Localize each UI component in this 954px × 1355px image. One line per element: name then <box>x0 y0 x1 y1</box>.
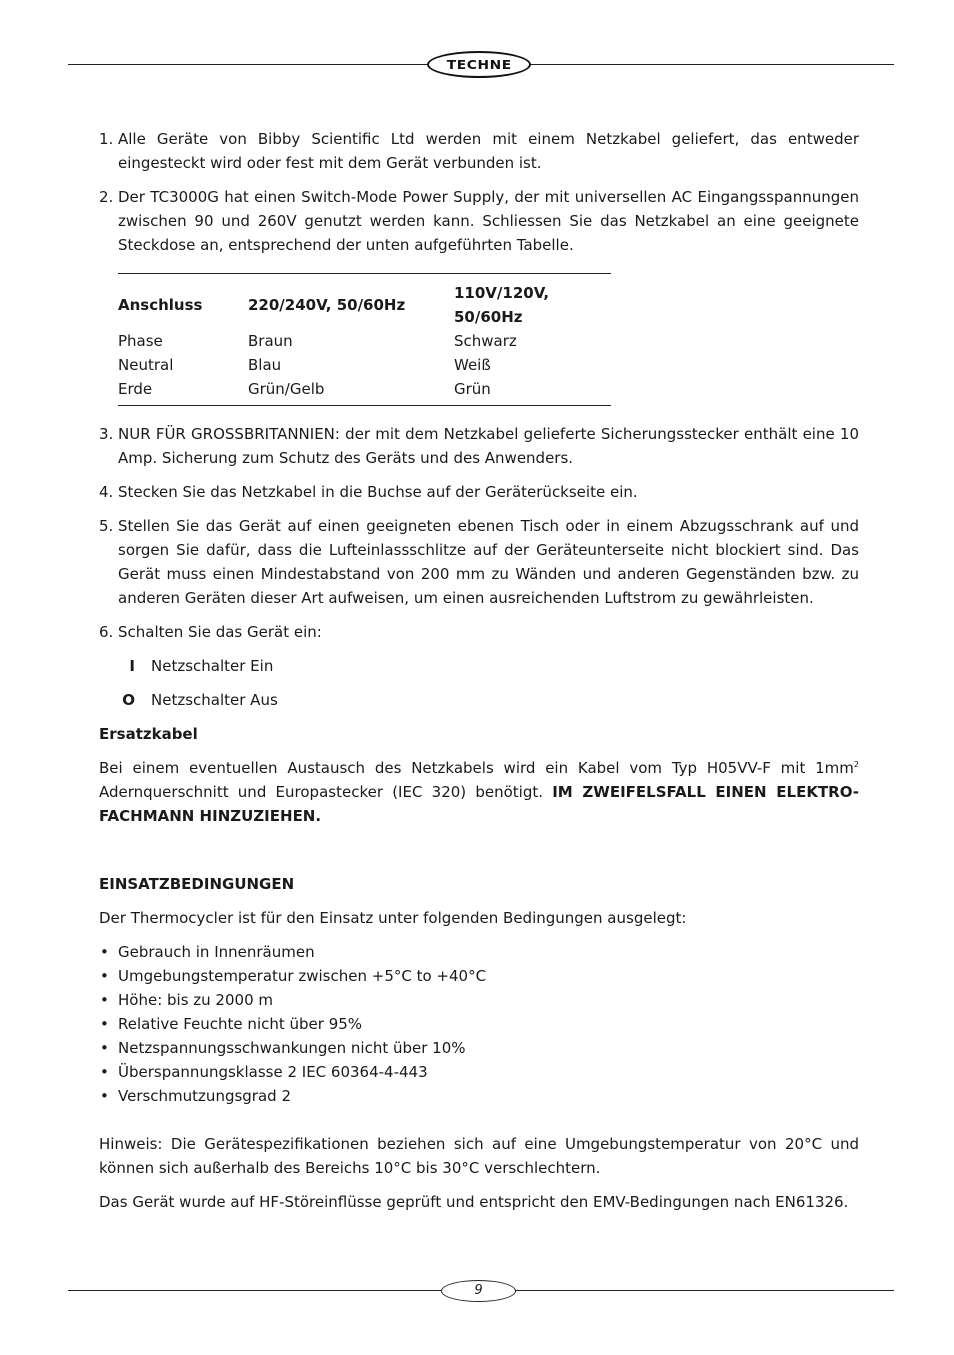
techne-logo <box>427 51 531 78</box>
table-header-cell: 110V/120V, 50/60Hz <box>454 284 550 326</box>
page-number: 9 <box>441 1280 516 1302</box>
replacement-text-before: Bei einem eventuellen Austausch des Netzkabels wird ein Kabel vom Typ H05VV-F mit 1mm <box>99 759 854 777</box>
table-cell: Blau <box>248 356 282 374</box>
table-cell: Grün/Gelb <box>248 380 325 398</box>
list-item <box>99 422 859 470</box>
table-header-row <box>118 274 611 330</box>
replacement-paragraph <box>99 756 859 828</box>
conditions-heading: EINSATZBEDINGUNGEN <box>99 875 295 893</box>
switch-on-row <box>99 654 859 678</box>
item-text: Überspannungsklasse 2 IEC 60364-4-443 <box>118 1063 428 1081</box>
item-text: Alle Geräte von Bibby Scientific Ltd werden mit einem Netzkabel geliefert, das entweder eingesteckt wird oder fest mit dem Gerät verbunden ist. <box>118 130 859 172</box>
item-text: Schalten Sie das Gerät ein: <box>118 623 322 641</box>
list-item <box>99 185 859 257</box>
list-item <box>99 620 859 644</box>
table-cell: Braun <box>248 332 293 350</box>
item-text: Der TC3000G hat einen Switch-Mode Power Supply, der mit universellen AC Eingangsspannungen zwischen 90 und 260V genutzt werden kann. Schliessen Sie das Netzkabel an eine geeignete Steckdose an, entsprechend der unten aufgeführten Tabelle. <box>118 188 859 254</box>
table-cell: Erde <box>118 380 153 398</box>
item-text: Gebrauch in Innenräumen <box>118 943 315 961</box>
conditions-intro: Der Thermocycler ist für den Einsatz unter folgenden Bedingungen ausgelegt: <box>99 909 687 927</box>
bullet: • <box>100 991 109 1009</box>
item-text: Netzspannungsschwankungen nicht über 10% <box>118 1039 466 1057</box>
item-text: Umgebungstemperatur zwischen +5°C to +40°C <box>118 967 487 985</box>
item-text: Relative Feuchte nicht über 95% <box>118 1015 363 1033</box>
bullet: • <box>100 1063 109 1081</box>
list-item <box>99 988 859 1012</box>
item-number: 1. <box>99 130 114 148</box>
replacement-heading: Ersatzkabel <box>99 725 198 743</box>
table-cell: Phase <box>118 332 163 350</box>
list-item <box>99 964 859 988</box>
list-item <box>99 1060 859 1084</box>
replacement-text-after: Adernquerschnitt und Europastecker (IEC 320) benötigt. <box>99 783 553 801</box>
item-number: 5. <box>99 517 114 535</box>
item-number: 6. <box>99 623 114 641</box>
note-paragraph: Hinweis: Die Gerätespezifikationen beziehen sich auf eine Umgebungstemperatur von 20°C und können sich außerhalb des Bereichs 10°C bis 30°C verschlechtern. <box>99 1135 859 1177</box>
table-cell: Grün <box>454 380 491 398</box>
table-cell: Weiß <box>454 356 491 374</box>
item-text: Höhe: bis zu 2000 m <box>118 991 273 1009</box>
bullet: • <box>100 1039 109 1057</box>
item-text: NUR FÜR GROSSBRITANNIEN: der mit dem Netzkabel gelieferte Sicherungsstecker enthält eine 10 Amp. Sicherung zum Schutz des Geräts und des Anwenders. <box>118 425 859 467</box>
superscript: 2 <box>853 760 859 769</box>
list-item <box>99 127 859 175</box>
list-item <box>99 940 859 964</box>
item-number: 2. <box>99 188 114 206</box>
table-cell: Schwarz <box>454 332 517 350</box>
bullet: • <box>100 943 109 961</box>
logo-text: TECHNE <box>446 57 512 72</box>
switch-off-row <box>99 688 859 712</box>
table-row <box>118 353 611 377</box>
page-content <box>99 127 859 1224</box>
table-row <box>118 329 611 353</box>
item-text: Stecken Sie das Netzkabel in die Buchse auf der Geräterückseite ein. <box>118 483 638 501</box>
bullet: • <box>100 1015 109 1033</box>
list-item <box>99 514 859 610</box>
item-number: 4. <box>99 483 114 501</box>
switch-on-symbol: I <box>129 657 135 675</box>
item-number: 3. <box>99 425 114 443</box>
wiring-table <box>118 273 611 406</box>
item-text: Stellen Sie das Gerät auf einen geeigneten ebenen Tisch oder in einem Abzugsschrank auf und sorgen Sie dafür, dass die Lufteinlassschlitze auf der Geräteunterseite nicht blockiert sind. Das Gerät muss einen Mindestabstand von 200 mm zu Wänden und anderen Gegenständen bzw. zu anderen Geräten dieser Art aufweisen, um einen ausreichenden Luftstrom zu gewährleisten. <box>118 517 859 607</box>
switch-on-label: Netzschalter Ein <box>151 657 274 675</box>
bullet: • <box>100 967 109 985</box>
conditions-list <box>99 940 859 1108</box>
item-text: Verschmutzungsgrad 2 <box>118 1087 291 1105</box>
list-item <box>99 1012 859 1036</box>
table-header-cell: Anschluss <box>118 296 203 314</box>
table-cell: Neutral <box>118 356 174 374</box>
emv-paragraph: Das Gerät wurde auf HF-Störeinflüsse geprüft und entspricht den EMV-Bedingungen nach EN61326. <box>99 1193 849 1211</box>
bullet: • <box>100 1087 109 1105</box>
list-item <box>99 1084 859 1108</box>
list-item <box>99 1036 859 1060</box>
list-item <box>99 480 859 504</box>
replacement-warning: IM ZWEIFELSFALL EINEN ELEKTRO-FACHMANN HINZUZIEHEN. <box>99 783 859 825</box>
table-header-cell: 220/240V, 50/60Hz <box>248 296 406 314</box>
switch-off-symbol: O <box>122 691 135 709</box>
table-row <box>118 377 611 406</box>
switch-off-label: Netzschalter Aus <box>151 691 278 709</box>
